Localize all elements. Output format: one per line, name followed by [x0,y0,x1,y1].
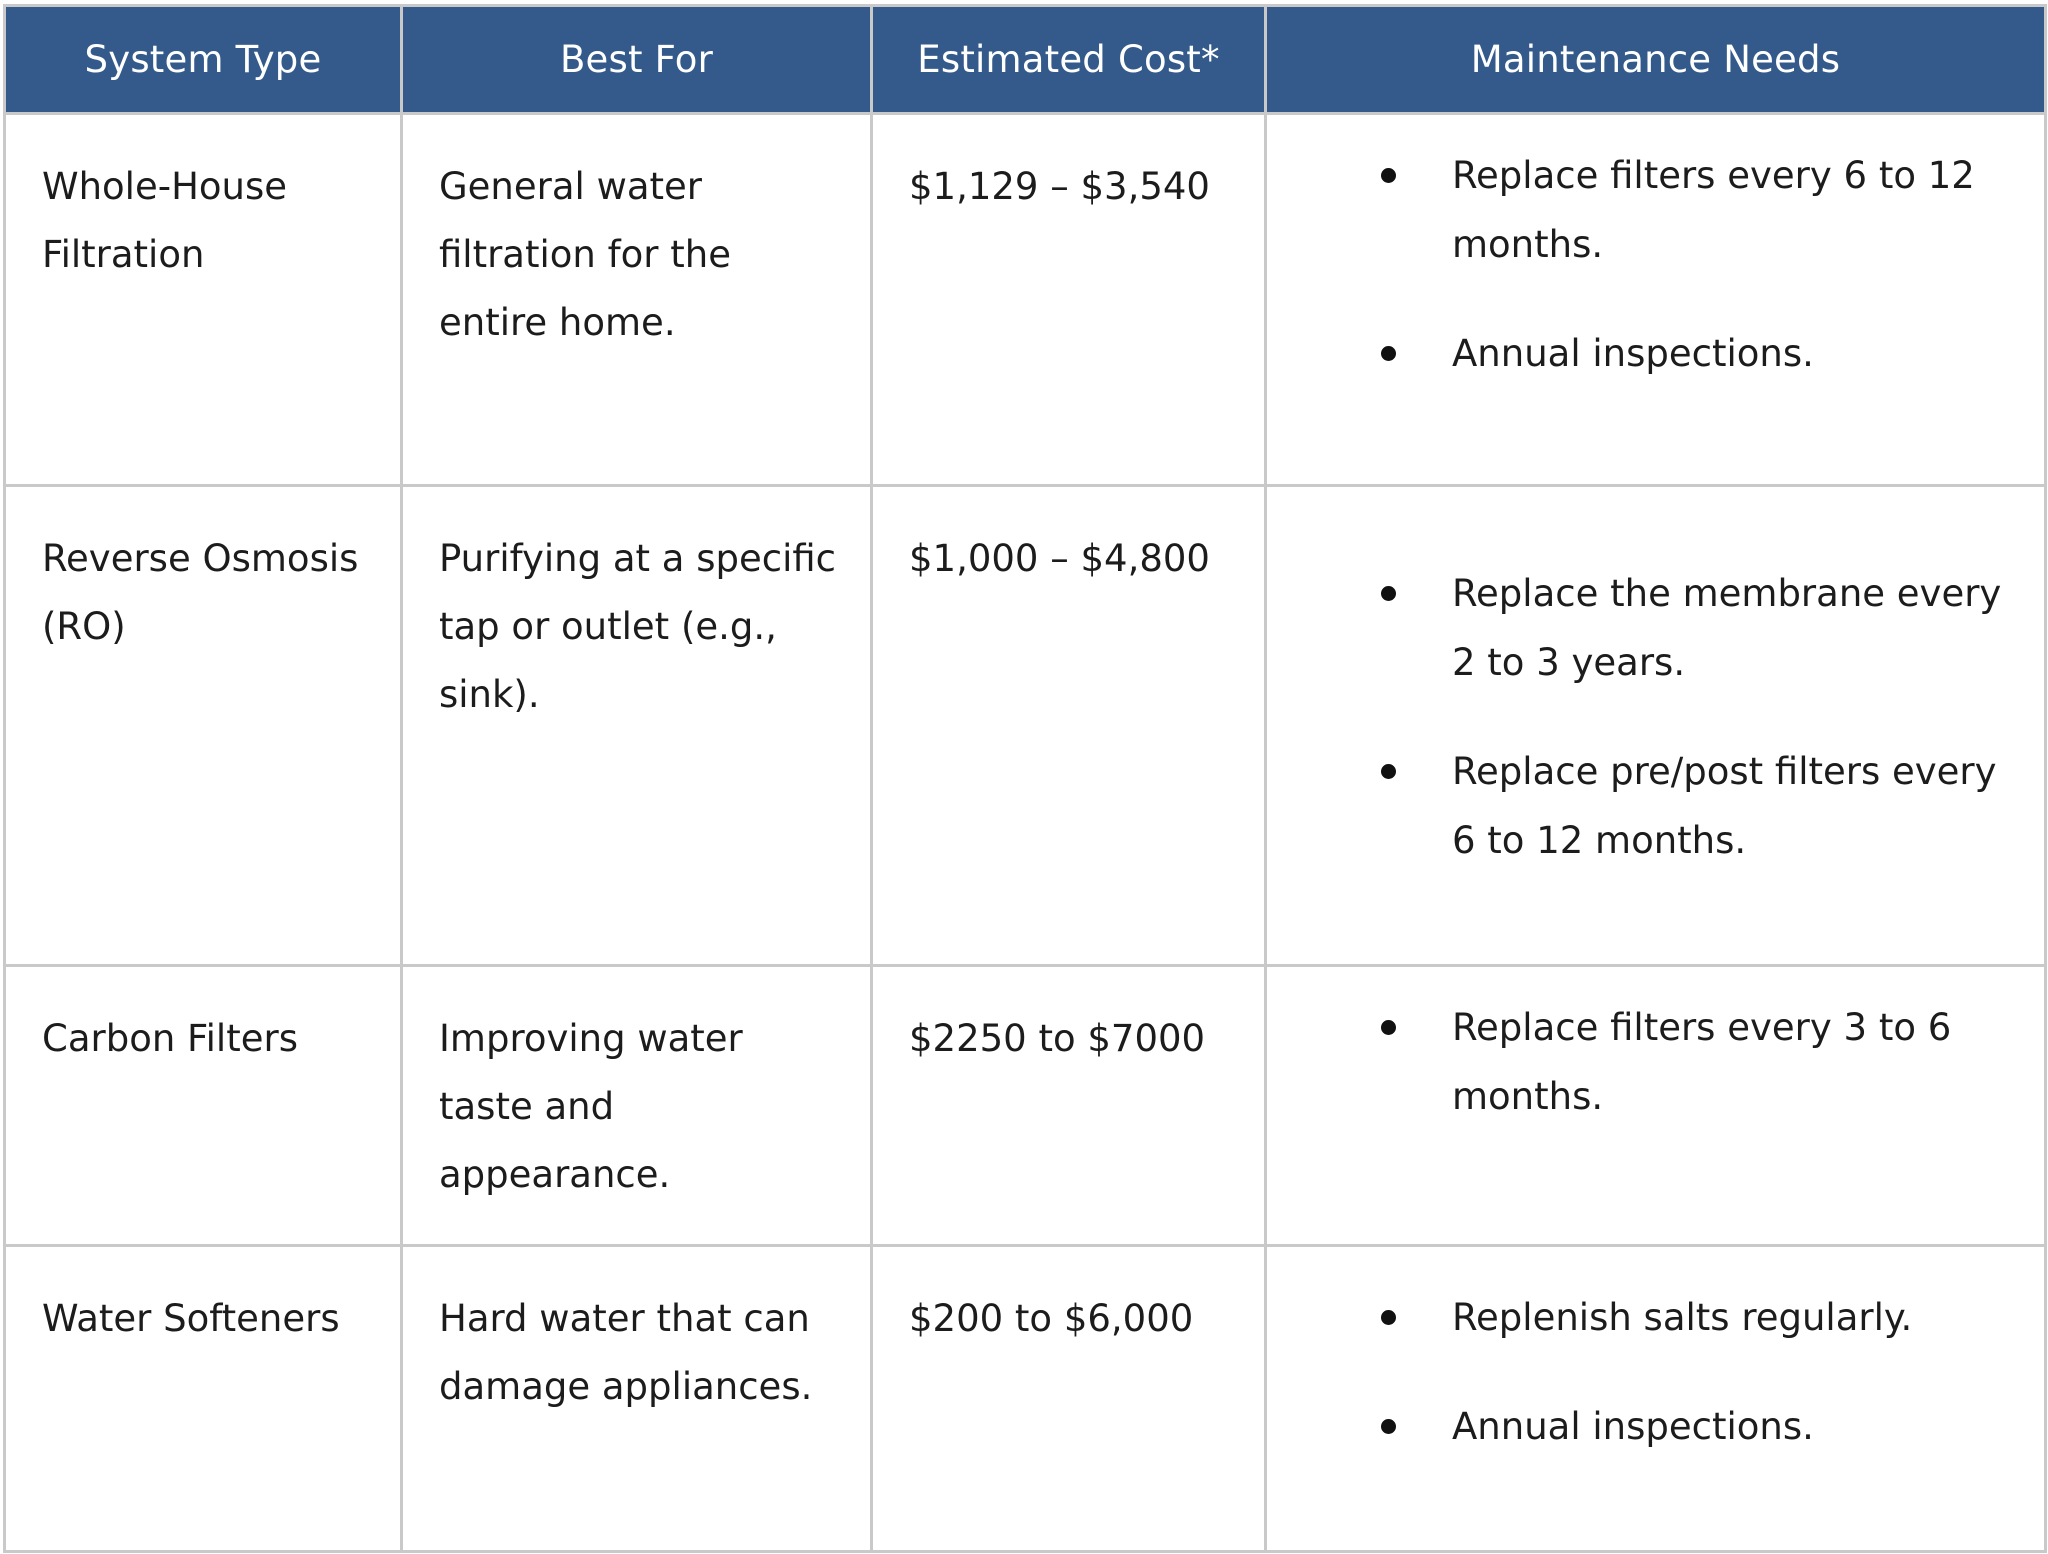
maintenance-item [1267,1283,2014,1352]
maintenance-list [1267,559,2014,875]
header-maintenance-needs: Maintenance Needs [1266,6,2046,114]
header-estimated-cost: Estimated Cost* [872,6,1266,114]
maintenance-list [1267,993,2014,1131]
system-type-cell: Whole-House Filtration [5,114,402,486]
maintenance-text: Replenish salts regularly. [1452,1296,1913,1339]
cost-cell: $1,000 – $4,800 [872,486,1266,966]
table-row [5,966,2046,1246]
header-best-for: Best For [402,6,872,114]
maintenance-cell [1266,966,2046,1246]
maintenance-text: Replace the membrane every 2 to 3 years. [1452,572,2002,684]
maintenance-text: Annual inspections. [1452,332,1814,375]
header-row [5,6,2046,114]
maintenance-text: Replace filters every 3 to 6 months. [1452,1006,1952,1118]
system-type-cell: Water Softeners [5,1246,402,1552]
maintenance-item [1267,993,2014,1131]
water-systems-table [3,4,2047,1553]
maintenance-text: Annual inspections. [1452,1405,1814,1448]
maintenance-cell [1266,486,2046,966]
maintenance-cell [1266,114,2046,486]
best-for-cell: General water filtration for the entire home. [402,114,872,486]
bullet-icon [1381,168,1396,183]
cost-cell: $1,129 – $3,540 [872,114,1266,486]
bullet-icon [1381,1310,1396,1325]
bullet-icon [1381,346,1396,361]
system-type-cell: Reverse Osmosis (RO) [5,486,402,966]
maintenance-cell [1266,1246,2046,1552]
maintenance-item [1267,1392,2014,1461]
maintenance-item [1267,559,2014,697]
table-row [5,1246,2046,1552]
system-type-cell: Carbon Filters [5,966,402,1246]
maintenance-list [1267,141,2014,388]
maintenance-list [1267,1283,2014,1461]
bullet-icon [1381,1020,1396,1035]
maintenance-item [1267,737,2014,875]
maintenance-text: Replace filters every 6 to 12 months. [1452,154,1975,266]
best-for-cell: Improving water taste and appearance. [402,966,872,1246]
bullet-icon [1381,1419,1396,1434]
maintenance-item [1267,141,2014,279]
bullet-icon [1381,764,1396,779]
bullet-icon [1381,586,1396,601]
maintenance-text: Replace pre/post filters every 6 to 12 months. [1452,750,1997,862]
best-for-cell: Purifying at a specific tap or outlet (e.g., sink). [402,486,872,966]
table-row [5,486,2046,966]
table-row [5,114,2046,486]
maintenance-item [1267,319,2014,388]
cost-cell: $200 to $6,000 [872,1246,1266,1552]
header-system-type: System Type [5,6,402,114]
best-for-cell: Hard water that can damage appliances. [402,1246,872,1552]
cost-cell: $2250 to $7000 [872,966,1266,1246]
